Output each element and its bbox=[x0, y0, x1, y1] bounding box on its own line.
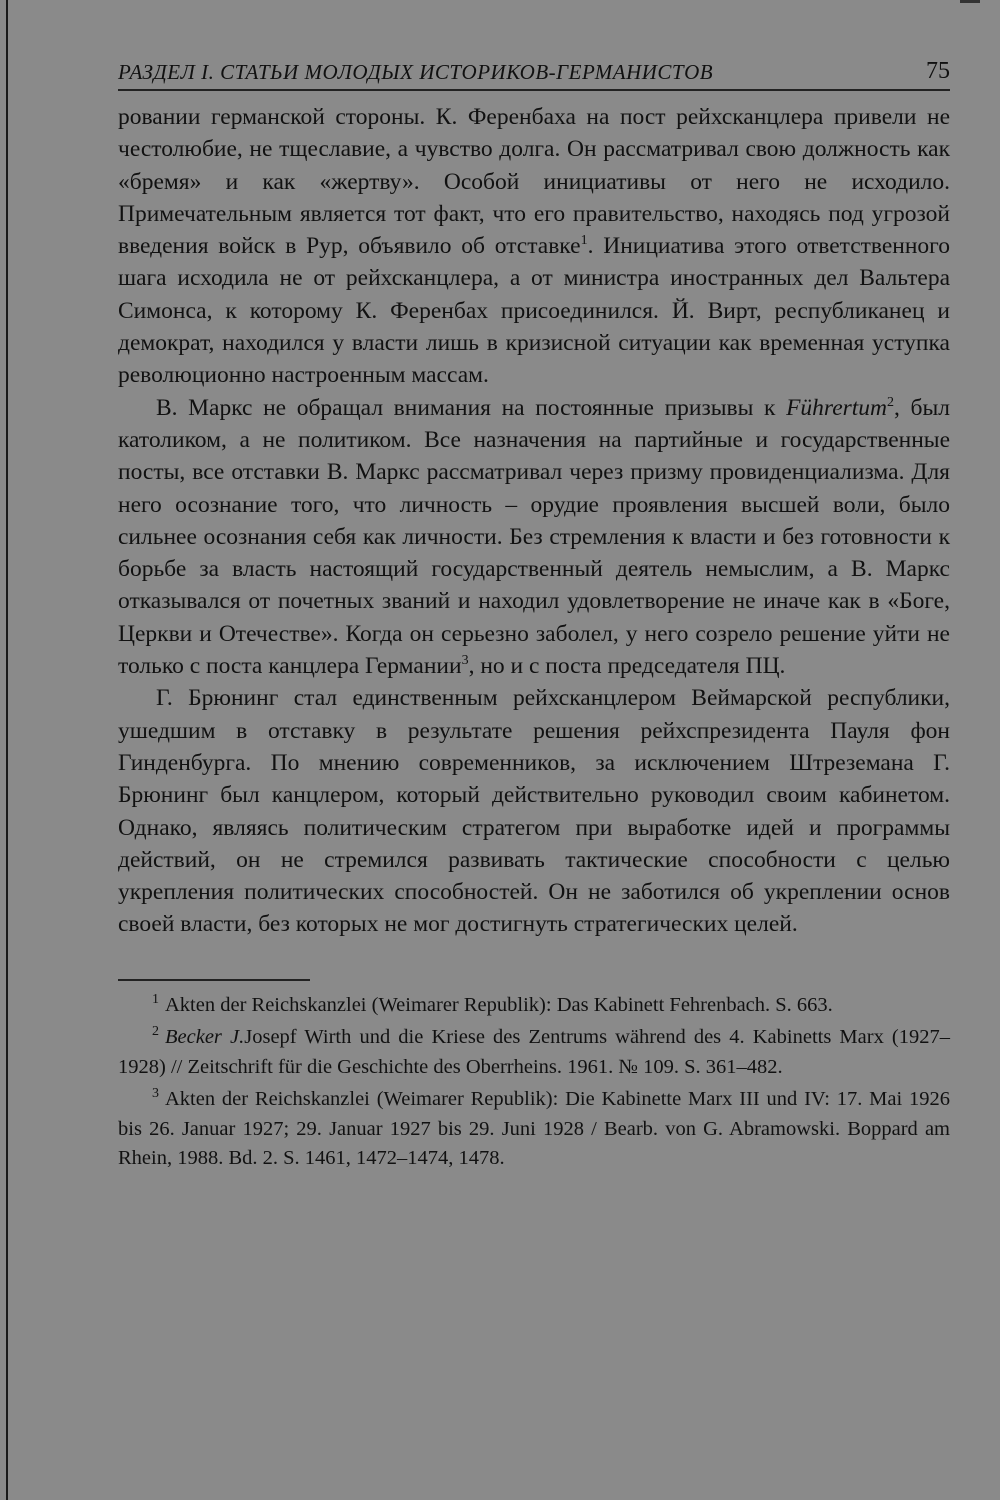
footnote-ref-3: 3 bbox=[461, 653, 469, 669]
running-head bbox=[118, 58, 950, 91]
paragraph-2-text-a: В. Маркс не обращал внимания на постоянные призывы к bbox=[156, 394, 787, 421]
page-number: 75 bbox=[926, 58, 950, 84]
paragraph-2 bbox=[118, 392, 950, 683]
paragraph-3: Г. Брюнинг стал единственным рейхсканцлером Веймарской республики, ушедшим в отставку в результате решения рейхспрезидента Пауля фон Гинденбурга. По мнению современников, за исключением Штреземана Г. Брюнинг был канцлером, который действительно руководил своим кабинетом. Однако, являясь политическим стратегом при выработке идей и программы действий, он не стремился развивать тактические способности с целью укрепления политических способностей. Он не заботился об укреплении основ своей власти, без которых не мог достигнуть стратегических целей. bbox=[118, 685, 950, 938]
footnote-number: 2 bbox=[152, 1024, 159, 1040]
body-text bbox=[118, 101, 950, 941]
footnote-text: Josepf Wirth und die Kriese des Zentrums während des 4. Kabinetts Marx (1927–1928) // Zeitschrift für die Geschichte des Oberrheins. 1961. № 109. S. 361–482. bbox=[118, 1026, 950, 1078]
paragraph-1-text-a: ровании германской стороны. К. Ференбаха на пост рейхсканцлера привели не честолюбие, не тщеславие, а чувство долга. Он рассматривал свою должность как «бремя» и как «жертву». Особой инициативы от него не исходило. Примечательным является тот факт, что его правительство, находясь под угрозой введения войск в Рур, объявило об отставке bbox=[118, 104, 950, 260]
footnote-number: 1 bbox=[152, 991, 159, 1007]
footnote-3 bbox=[118, 1085, 950, 1174]
footnote-author: Becker J. bbox=[165, 1026, 245, 1049]
paragraph-1-text-b: . Инициатива этого ответственного шага исходила не от рейхсканцлера, а от министра иностранных дел Вальтера Симонса, к которому К. Ференбах присоединился. Й. Вирт, республиканец и демократ, находился у власти лишь в кризисной ситуации как временная уступка революционно настроенным массам. bbox=[118, 233, 950, 389]
footnote-rule bbox=[118, 979, 310, 981]
paragraph-2-italic-term: Führertum bbox=[786, 394, 888, 421]
footnote-number: 3 bbox=[152, 1086, 159, 1102]
scan-edge-left bbox=[6, 0, 8, 1500]
footnotes bbox=[118, 991, 950, 1174]
footnote-ref-1: 1 bbox=[580, 233, 588, 249]
scan-edge-top bbox=[960, 0, 980, 3]
footnote-text: Akten der Reichskanzlei (Weimarer Republik): Die Kabinette Marx III und IV: 17. Mai 1926 bis 26. Januar 1927; 29. Januar 1927 bis 29. Juni 1928 / Bearb. von G. Abramowski. Boppard am Rhein, 1988. Bd. 2. S. 1461, 1472–1474, 1478. bbox=[118, 1088, 950, 1170]
footnote-1 bbox=[118, 991, 950, 1021]
paragraph-1 bbox=[118, 101, 950, 392]
footnote-2 bbox=[118, 1023, 950, 1082]
book-page bbox=[118, 58, 950, 1177]
paragraph-2-text-c: , но и с поста председателя ПЦ. bbox=[468, 653, 786, 680]
running-title: РАЗДЕЛ I. СТАТЬИ МОЛОДЫХ ИСТОРИКОВ-ГЕРМАНИСТОВ bbox=[118, 60, 714, 84]
footnote-ref-2: 2 bbox=[887, 394, 895, 410]
paragraph-2-text-b: , был католиком, а не политиком. Все назначения на партийные и государственные посты, все отставки В. Маркс рассматривал через призму провиденциализма. Для него осознание того, что личность – орудие проявления высшей воли, было сильнее осознания себя как личности. Без стремления к власти и без готовности к борьбе за власть настоящий государственный деятель немыслим, а В. Маркс отказывался от почетных званий и находил удовлетворение не иначе как в «Боге, Церкви и Отечестве». Когда он серьезно заболел, у него созрело решение уйти не только с поста канцлера Германии bbox=[118, 394, 950, 680]
footnote-text: Akten der Reichskanzlei (Weimarer Republik): Das Kabinett Fehrenbach. S. 663. bbox=[165, 993, 833, 1016]
